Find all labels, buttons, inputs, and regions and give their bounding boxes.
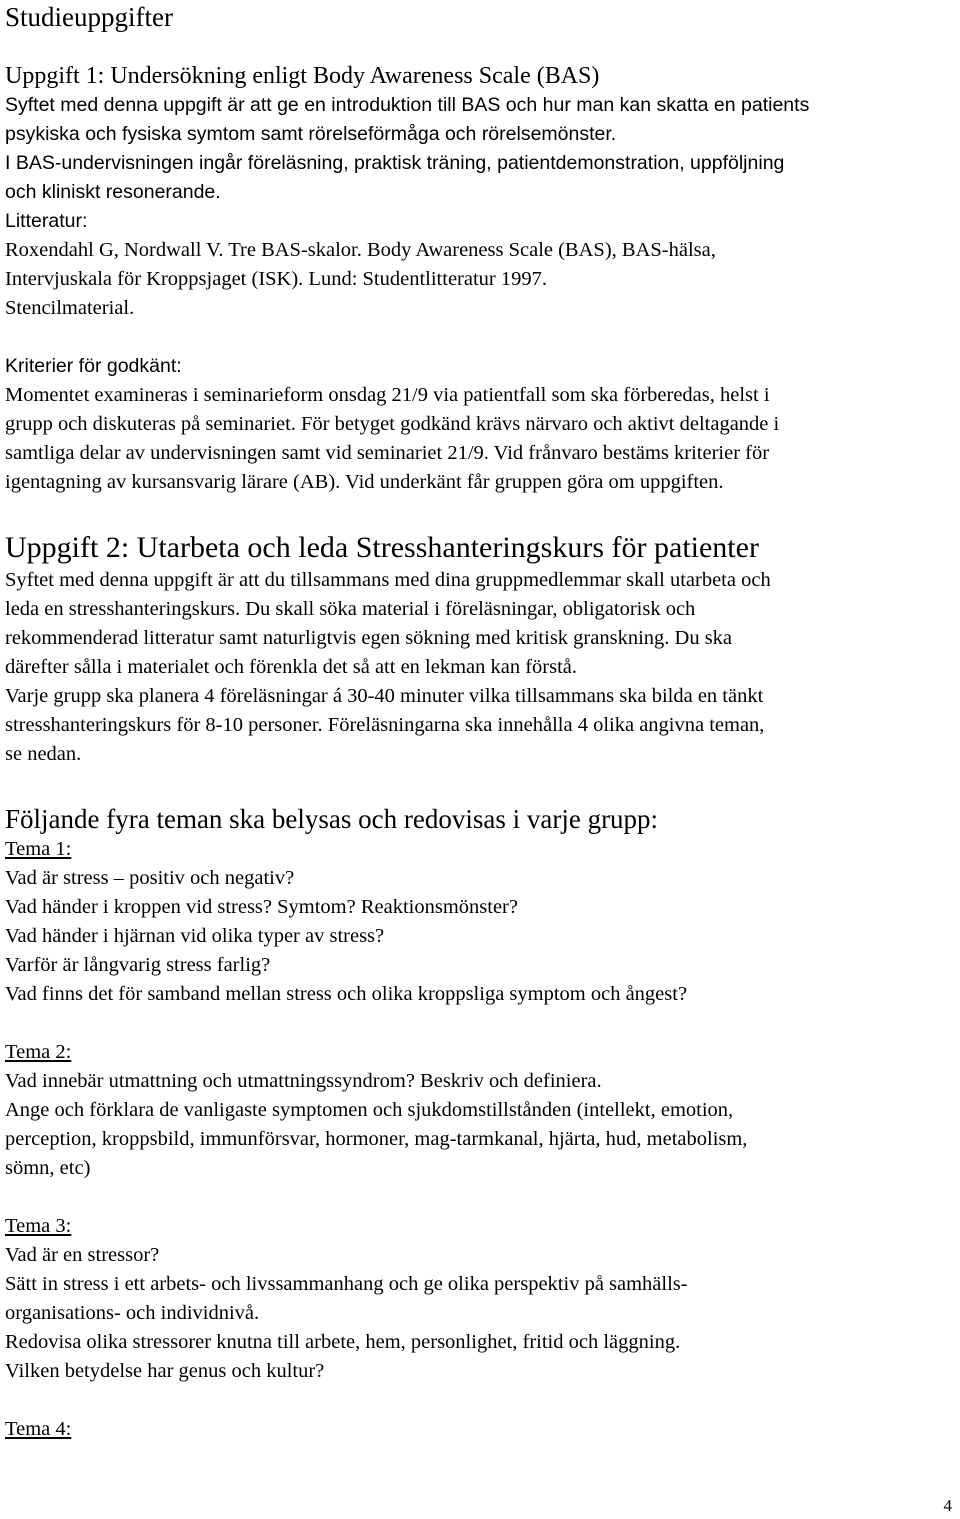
- tema1-line: Vad händer i hjärnan vid olika typer av stress?: [5, 925, 385, 947]
- tema3-label: Tema 3:: [5, 1215, 72, 1237]
- task2-heading: Uppgift 2: Utarbeta och leda Stresshanteringskurs för patienter: [5, 531, 759, 564]
- document-title: Studieuppgifter: [5, 2, 173, 32]
- tema2-line: sömn, etc): [5, 1157, 91, 1179]
- task1-intro-line: I BAS-undervisningen ingår föreläsning, praktisk träning, patientdemonstration, uppföljning: [5, 152, 785, 174]
- literature-line: Roxendahl G, Nordwall V. Tre BAS-skalor. Body Awareness Scale (BAS), BAS-hälsa,: [5, 239, 716, 261]
- tema1-line: Vad finns det för samband mellan stress och olika kroppsliga symptom och ångest?: [5, 983, 688, 1005]
- tema1-line: Vad händer i kroppen vid stress? Symtom? Reaktionsmönster?: [5, 896, 518, 918]
- criteria-line: grupp och diskuteras på seminariet. För betyget godkänd krävs närvaro och aktivt deltagande i: [5, 413, 780, 435]
- tema3-line: Vilken betydelse har genus och kultur?: [5, 1360, 325, 1382]
- tema3-line: Vad är en stressor?: [5, 1244, 160, 1266]
- criteria-text: [5, 381, 955, 497]
- criteria-label: Kriterier för godkänt:: [5, 355, 182, 377]
- tema3-line: Redovisa olika stressorer knutna till arbete, hem, personlighet, fritid och läggning.: [5, 1331, 681, 1353]
- themes-heading: Följande fyra teman ska belysas och redovisas i varje grupp:: [5, 804, 659, 834]
- tema1-line: Varför är långvarig stress farlig?: [5, 954, 271, 976]
- task2-line: Varje grupp ska planera 4 föreläsningar á 30-40 minuter vilka tillsammans ska bilda en tänkt: [5, 685, 764, 707]
- tema4-section: [5, 1415, 955, 1444]
- task1-intro: [5, 91, 955, 207]
- task2-line: Syftet med denna uppgift är att du tillsammans med dina gruppmedlemmar skall utarbeta och: [5, 569, 771, 591]
- tema1-line: Vad är stress – positiv och negativ?: [5, 867, 295, 889]
- criteria-line: samtliga delar av undervisningen samt vid seminariet 21/9. Vid frånvaro bestäms kriterier för: [5, 442, 770, 464]
- task2-line: rekommenderad litteratur samt naturligtvis egen sökning med kritisk granskning. Du ska: [5, 627, 733, 649]
- tema3-line: Sätt in stress i ett arbets- och livssammanhang och ge olika perspektiv på samhälls-: [5, 1273, 688, 1295]
- literature-reference: [5, 236, 955, 323]
- task1-heading: Uppgift 1: Undersökning enligt Body Awareness Scale (BAS): [5, 63, 600, 89]
- task2-line: leda en stresshanteringskurs. Du skall söka material i föreläsningar, obligatorisk och: [5, 598, 696, 620]
- tema2-section: [5, 1038, 955, 1183]
- task2-line: därefter sålla i materialet och förenkla det så att en lekman kan förstå.: [5, 656, 578, 678]
- task2-description: [5, 566, 955, 769]
- tema3-line: organisations- och individnivå.: [5, 1302, 260, 1324]
- tema3-section: [5, 1212, 955, 1386]
- task2-line: stresshanteringskurs för 8-10 personer. Föreläsningarna ska innehålla 4 olika angivna teman,: [5, 714, 765, 736]
- tema2-label: Tema 2:: [5, 1041, 72, 1063]
- document-page: [5, 0, 955, 1444]
- literature-line: Stencilmaterial.: [5, 297, 135, 319]
- tema2-line: perception, kroppsbild, immunförsvar, hormoner, mag-tarmkanal, hjärta, hud, metabolism,: [5, 1128, 748, 1150]
- tema4-label: Tema 4:: [5, 1418, 72, 1440]
- task2-line: se nedan.: [5, 743, 82, 765]
- tema2-line: Ange och förklara de vanligaste symptomen och sjukdomstillstånden (intellekt, emotion,: [5, 1099, 734, 1121]
- literature-line: Intervjuskala för Kroppsjaget (ISK). Lund: Studentlitteratur 1997.: [5, 268, 547, 290]
- page-number: 4: [943, 1496, 952, 1515]
- criteria-line: Momentet examineras i seminarieform onsdag 21/9 via patientfall som ska förberedas, helst i: [5, 384, 770, 406]
- tema1-label: Tema 1:: [5, 838, 72, 860]
- literature-label: Litteratur:: [5, 210, 88, 232]
- task1-intro-line: psykiska och fysiska symtom samt rörelseförmåga och rörelsemönster.: [5, 123, 617, 145]
- criteria-line: igentagning av kursansvarig lärare (AB). Vid underkänt får gruppen göra om uppgiften.: [5, 471, 724, 493]
- tema1-section: [5, 835, 955, 1009]
- tema2-line: Vad innebär utmattning och utmattningssyndrom? Beskriv och definiera.: [5, 1070, 602, 1092]
- task1-intro-line: Syftet med denna uppgift är att ge en introduktion till BAS och hur man kan skatta en patients: [5, 94, 810, 116]
- task1-intro-line: och kliniskt resonerande.: [5, 181, 221, 203]
